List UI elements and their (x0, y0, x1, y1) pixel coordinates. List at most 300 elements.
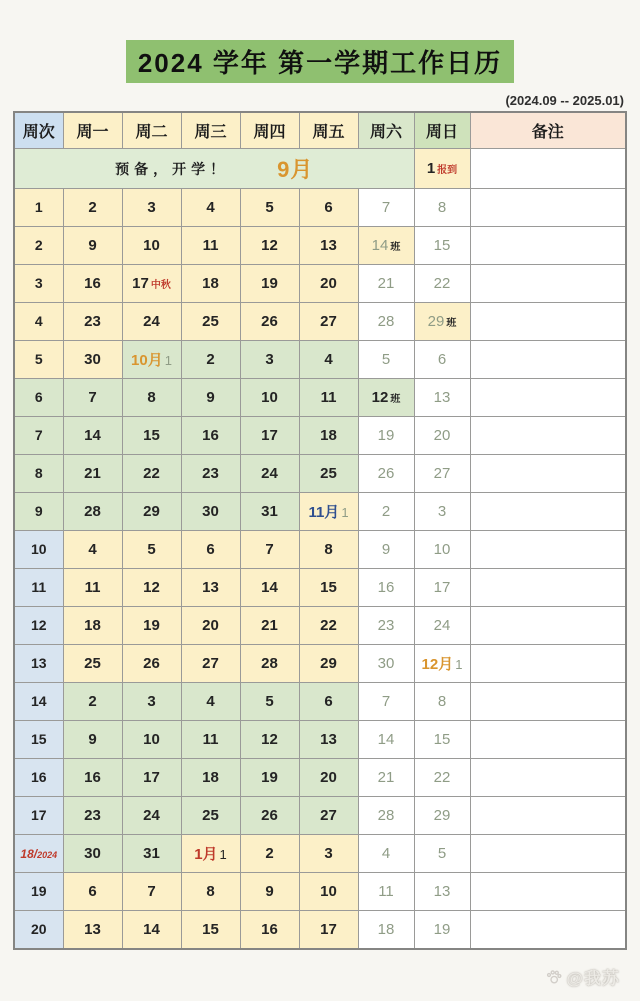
week-row (14, 607, 626, 645)
day-number: 19 (261, 275, 278, 292)
day-cell (240, 607, 299, 645)
day-number: 29 (433, 807, 451, 824)
day-cell (122, 227, 181, 265)
day-number: 13 (320, 237, 337, 254)
day-number: 16 (377, 579, 395, 596)
remark-cell (470, 645, 626, 683)
day-number: 11月 (308, 504, 340, 521)
day-annotation: 1 (164, 353, 172, 368)
day-number: 17 (30, 807, 47, 823)
day-number: 27 (320, 313, 337, 330)
day-number: 2 (34, 237, 43, 253)
day-number: 13 (433, 389, 451, 406)
day-cell (63, 797, 122, 835)
column-header-thu: 周四 (240, 112, 299, 149)
day-cell (299, 759, 358, 797)
day-cell (358, 531, 414, 569)
day-cell (240, 303, 299, 341)
day-cell (299, 607, 358, 645)
day-cell (63, 379, 122, 417)
day-annotation: 班 (390, 394, 401, 405)
day-cell (358, 797, 414, 835)
day-cell (122, 911, 181, 950)
day-annotation: 2024 (37, 850, 58, 860)
day-annotation: 中秋 (150, 280, 171, 291)
week-number-cell (14, 531, 63, 569)
day-number: 18 (320, 427, 337, 444)
day-number: 6 (324, 693, 333, 710)
day-number: 8 (324, 541, 333, 558)
day-cell (122, 721, 181, 759)
week-number-cell (14, 911, 63, 950)
work-calendar-table (13, 111, 627, 950)
day-cell (414, 189, 470, 227)
day-number: 4 (34, 313, 43, 329)
day-number: 19 (30, 883, 47, 899)
day-cell (181, 873, 240, 911)
day-number: 5 (381, 351, 391, 368)
day-number: 10 (143, 237, 160, 254)
day-number: 8 (437, 693, 447, 710)
day-number: 18 (377, 921, 395, 938)
week-number-cell (14, 417, 63, 455)
day-number: 10 (143, 731, 160, 748)
day-number: 21 (377, 275, 395, 292)
day-number: 12 (371, 389, 389, 406)
day-number: 9 (265, 883, 274, 900)
day-cell (240, 341, 299, 379)
day-number: 9 (34, 503, 43, 519)
day-number: 3 (147, 199, 156, 216)
day-cell (181, 911, 240, 950)
day-cell (358, 759, 414, 797)
day-cell (414, 873, 470, 911)
day-cell (299, 303, 358, 341)
day-number: 10 (320, 883, 337, 900)
day-number: 15 (143, 427, 160, 444)
week-row (14, 759, 626, 797)
day-number: 15 (320, 579, 337, 596)
day-number: 23 (84, 313, 101, 330)
day-number: 18 (202, 275, 219, 292)
week-number-cell (14, 721, 63, 759)
column-header-wed: 周三 (181, 112, 240, 149)
day-cell (181, 227, 240, 265)
day-number: 7 (381, 199, 391, 216)
day-number: 20 (433, 427, 451, 444)
day-number: 11 (378, 883, 394, 900)
day-cell (414, 341, 470, 379)
day-number: 5 (34, 351, 43, 367)
day-number: 7 (34, 427, 43, 443)
day-number: 29 (143, 503, 160, 520)
day-cell (414, 721, 470, 759)
day-cell (63, 493, 122, 531)
day-number: 25 (84, 655, 101, 672)
day-number: 8 (206, 883, 215, 900)
day-cell (122, 607, 181, 645)
day-cell (240, 683, 299, 721)
day-number: 24 (261, 465, 278, 482)
report-tag: 报到 (437, 165, 458, 176)
day-cell (181, 759, 240, 797)
remark-cell (470, 721, 626, 759)
day-cell (240, 645, 299, 683)
day-cell (299, 493, 358, 531)
day-number: 14 (377, 731, 395, 748)
day-number: 4 (381, 845, 391, 862)
day-number: 10 (433, 541, 451, 558)
remark-cell (470, 455, 626, 493)
day-number: 5 (147, 541, 156, 558)
remark-cell (470, 227, 626, 265)
remark-cell (470, 189, 626, 227)
day-number: 5 (437, 845, 447, 862)
day-number: 8 (437, 199, 447, 216)
day-cell (299, 645, 358, 683)
semester-start-note: 预备，开学！ (115, 160, 230, 177)
day-cell (358, 607, 414, 645)
day-cell (181, 531, 240, 569)
day-cell (414, 303, 470, 341)
day-cell (63, 683, 122, 721)
day-number: 16 (84, 769, 101, 786)
day-cell (63, 265, 122, 303)
day-cell (358, 455, 414, 493)
day-cell (414, 645, 470, 683)
day-number: 30 (377, 655, 395, 672)
day-cell (240, 189, 299, 227)
week-row (14, 341, 626, 379)
week-row (14, 531, 626, 569)
day-number: 16 (84, 275, 101, 292)
day-number: 9 (381, 541, 391, 558)
day-cell (358, 303, 414, 341)
day-number: 6 (88, 883, 97, 900)
day-cell (181, 303, 240, 341)
day-cell (63, 455, 122, 493)
day-number: 15 (433, 731, 451, 748)
remark-cell (470, 493, 626, 531)
day-annotation: 1 (219, 847, 227, 862)
day-cell (299, 189, 358, 227)
september-banner (14, 149, 414, 189)
week-row (14, 873, 626, 911)
day-cell (122, 531, 181, 569)
day-number: 9 (206, 389, 215, 406)
week-number-cell (14, 759, 63, 797)
day-cell (122, 835, 181, 873)
day-number: 14 (371, 237, 389, 254)
day-number: 20 (320, 769, 337, 786)
day-number: 28 (377, 807, 395, 824)
day-cell (358, 341, 414, 379)
day-number: 7 (381, 693, 391, 710)
day-cell (299, 531, 358, 569)
day-cell (63, 721, 122, 759)
day-number: 19 (433, 921, 451, 938)
day-cell-report (414, 149, 470, 189)
week-row (14, 417, 626, 455)
week-row (14, 379, 626, 417)
day-cell (414, 265, 470, 303)
day-cell (240, 493, 299, 531)
day-number: 11 (202, 731, 219, 748)
day-number: 2 (88, 693, 97, 710)
day-cell (122, 797, 181, 835)
week-number-cell (14, 455, 63, 493)
day-cell (240, 759, 299, 797)
day-cell (299, 569, 358, 607)
day-cell (63, 645, 122, 683)
remark-cell (470, 265, 626, 303)
header-row (14, 112, 626, 149)
day-cell (122, 873, 181, 911)
page-title (0, 40, 640, 83)
day-number: 22 (320, 617, 337, 634)
day-number: 7 (147, 883, 156, 900)
day-cell (414, 683, 470, 721)
day-number: 20 (320, 275, 337, 292)
week-number-cell (14, 189, 63, 227)
week-number-cell (14, 265, 63, 303)
day-number: 25 (202, 807, 219, 824)
day-number: 10 (30, 541, 47, 557)
day-number: 2 (265, 845, 274, 862)
day-number: 31 (143, 845, 160, 862)
day-number: 17 (132, 275, 149, 292)
day-number: 1 (426, 160, 436, 177)
week-number-cell (14, 303, 63, 341)
day-annotation: 班 (390, 242, 401, 253)
day-annotation: 1 (341, 505, 349, 520)
day-cell (122, 759, 181, 797)
day-number: 3 (34, 275, 43, 291)
day-cell (122, 455, 181, 493)
day-number: 21 (377, 769, 395, 786)
day-number: 28 (261, 655, 278, 672)
day-number: 10月 (131, 352, 163, 369)
week-row (14, 455, 626, 493)
day-number: 11 (202, 237, 219, 254)
day-number: 4 (206, 693, 215, 710)
day-number: 7 (88, 389, 97, 406)
day-cell (240, 379, 299, 417)
day-number: 27 (433, 465, 451, 482)
column-header-mon: 周一 (63, 112, 122, 149)
day-cell (358, 227, 414, 265)
column-header-sun: 周日 (414, 112, 470, 149)
day-number: 9 (88, 237, 97, 254)
day-cell (299, 341, 358, 379)
day-number: 24 (143, 313, 160, 330)
day-number: 2 (206, 351, 215, 368)
week-number-cell (14, 645, 63, 683)
day-cell (63, 607, 122, 645)
day-cell (181, 835, 240, 873)
day-cell (63, 531, 122, 569)
day-cell (122, 569, 181, 607)
calendar-page (0, 40, 640, 1001)
day-cell (122, 265, 181, 303)
day-cell (63, 911, 122, 950)
remark-cell (470, 531, 626, 569)
day-cell (358, 683, 414, 721)
day-number: 20 (202, 617, 219, 634)
day-cell (414, 417, 470, 455)
day-cell (414, 607, 470, 645)
day-cell (181, 265, 240, 303)
day-number: 1月 (194, 846, 218, 863)
day-cell (181, 455, 240, 493)
date-range-subtitle: (2024.09 -- 2025.01) (505, 93, 624, 108)
day-number: 8 (147, 389, 156, 406)
day-cell (358, 379, 414, 417)
week-number-cell (14, 797, 63, 835)
day-cell (358, 911, 414, 950)
day-cell (240, 721, 299, 759)
day-number: 27 (320, 807, 337, 824)
day-number: 23 (202, 465, 219, 482)
remark-cell (470, 683, 626, 721)
day-number: 26 (261, 313, 278, 330)
remark-cell (470, 569, 626, 607)
day-annotation: 班 (446, 318, 457, 329)
column-header-week: 周次 (14, 112, 63, 149)
day-number: 6 (34, 389, 43, 405)
day-cell (63, 189, 122, 227)
day-cell (414, 911, 470, 950)
day-cell (414, 455, 470, 493)
day-number: 4 (324, 351, 333, 368)
day-number: 26 (377, 465, 395, 482)
day-number: 18 (84, 617, 101, 634)
day-cell (63, 303, 122, 341)
day-number: 15 (30, 731, 47, 747)
day-number: 27 (202, 655, 219, 672)
day-cell (181, 379, 240, 417)
day-number: 26 (261, 807, 278, 824)
day-number: 17 (433, 579, 451, 596)
day-cell (299, 835, 358, 873)
day-number: 14 (261, 579, 278, 596)
day-cell (299, 873, 358, 911)
day-number: 3 (324, 845, 333, 862)
day-number: 26 (143, 655, 160, 672)
day-number: 29 (320, 655, 337, 672)
week-row (14, 835, 626, 873)
day-number: 11 (31, 579, 47, 595)
day-cell (414, 227, 470, 265)
week-row (14, 227, 626, 265)
day-number: 17 (320, 921, 337, 938)
day-cell (299, 417, 358, 455)
day-number: 14 (143, 921, 160, 938)
day-number: 23 (377, 617, 395, 634)
day-cell (358, 873, 414, 911)
day-cell (358, 569, 414, 607)
day-number: 25 (202, 313, 219, 330)
day-number: 20 (30, 921, 47, 937)
day-number: 16 (261, 921, 278, 938)
day-number: 12 (143, 579, 160, 596)
day-cell (181, 417, 240, 455)
day-cell (122, 645, 181, 683)
day-number: 22 (433, 275, 451, 292)
day-cell (122, 303, 181, 341)
day-cell (299, 911, 358, 950)
day-cell (63, 835, 122, 873)
day-number: 14 (30, 693, 47, 709)
day-number: 3 (147, 693, 156, 710)
day-cell (181, 683, 240, 721)
day-cell (358, 835, 414, 873)
day-number: 7 (265, 541, 274, 558)
month-label-september: 9月 (277, 157, 314, 182)
day-number: 12 (261, 731, 278, 748)
day-number: 23 (84, 807, 101, 824)
day-number: 15 (202, 921, 219, 938)
day-cell (299, 797, 358, 835)
day-number: 22 (433, 769, 451, 786)
day-number: 18/ (20, 847, 38, 861)
remark-cell (470, 759, 626, 797)
column-header-fri: 周五 (299, 112, 358, 149)
day-cell (63, 417, 122, 455)
remark-cell (470, 149, 626, 189)
remark-cell (470, 911, 626, 950)
week-row (14, 493, 626, 531)
week-number-cell (14, 569, 63, 607)
remark-cell (470, 303, 626, 341)
day-cell (358, 189, 414, 227)
day-number: 13 (320, 731, 337, 748)
day-number: 4 (206, 199, 215, 216)
day-number: 3 (437, 503, 447, 520)
day-cell (240, 873, 299, 911)
day-cell (63, 873, 122, 911)
day-number: 10 (261, 389, 278, 406)
day-cell (122, 379, 181, 417)
day-number: 25 (320, 465, 337, 482)
week-number-cell (14, 607, 63, 645)
day-cell (240, 417, 299, 455)
day-number: 12月 (421, 656, 454, 673)
week-number-cell (14, 873, 63, 911)
week-row (14, 911, 626, 950)
day-cell (240, 227, 299, 265)
day-number: 19 (143, 617, 160, 634)
week-row (14, 797, 626, 835)
day-number: 13 (30, 655, 47, 671)
day-cell (240, 531, 299, 569)
day-cell (299, 379, 358, 417)
week-row (14, 645, 626, 683)
day-number: 28 (377, 313, 395, 330)
day-cell (299, 265, 358, 303)
day-number: 22 (143, 465, 160, 482)
watermark-text: @我苏 (566, 969, 620, 988)
day-number: 16 (30, 769, 47, 785)
day-number: 2 (88, 199, 97, 216)
day-cell (181, 493, 240, 531)
day-number: 24 (143, 807, 160, 824)
week-row (14, 303, 626, 341)
day-cell (181, 569, 240, 607)
day-number: 30 (84, 351, 101, 368)
day-cell (299, 455, 358, 493)
week-row (14, 189, 626, 227)
